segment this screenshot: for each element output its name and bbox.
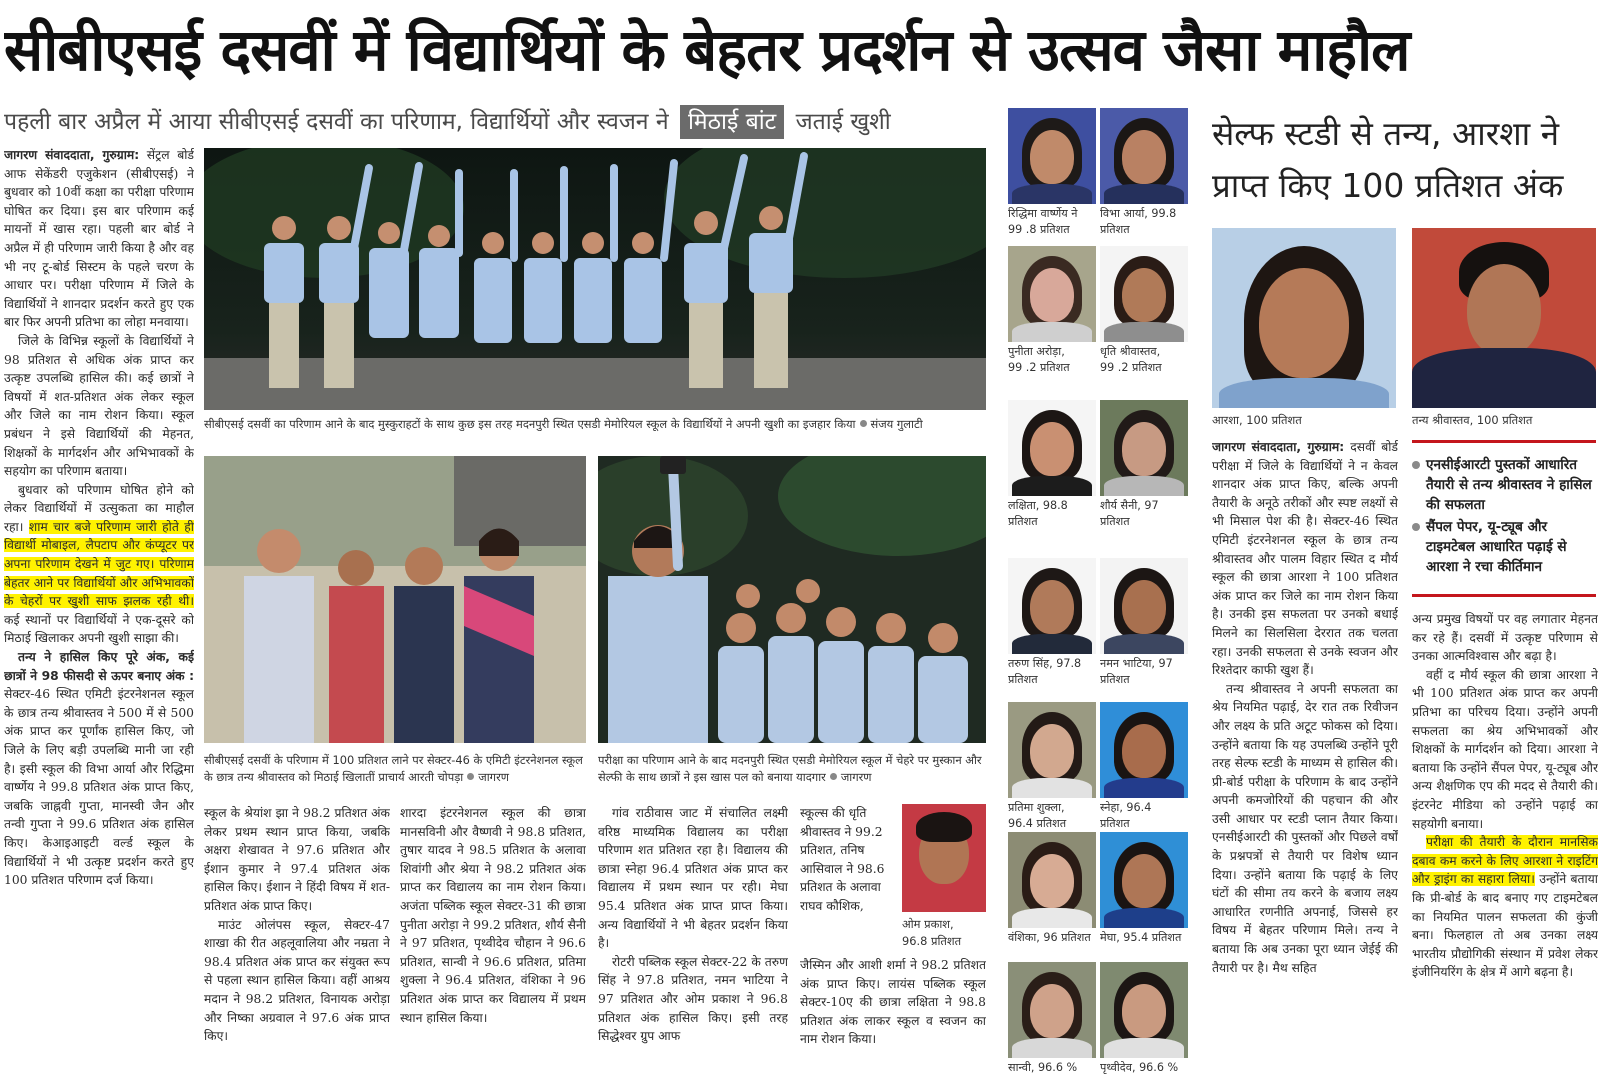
portrait-caption — [1008, 800, 1096, 832]
article-paragraph: स्कूल के श्रेयांश झा ने 98.2 प्रतिशत अंक लेकर प्रथम स्थान प्राप्त किया, जबकि अक्षरा शेखावत ने 97.6 प्रतिशत और ईशान कुमार ने 97.4 प्रतिशत अंक हासिल किए। ईशान ने हिंदी विषय में शत-प्रतिशत अंक प्राप्त किए। — [204, 806, 390, 913]
photo-aarsha — [1212, 228, 1396, 408]
portrait-photo — [1008, 400, 1096, 496]
key-point: सैंपल पेपर, यू-ट्यूब और टाइमटेबल आधारित पढ़ाई से आरशा ने रचा कीर्तिमान — [1412, 517, 1596, 577]
article-paragraph: रोटरी पब्लिक स्कूल सेक्टर-22 के तरुण सिंह ने 97.8 प्रतिशत, नमन भाटिया ने 97 प्रतिशत और ओम प्रकाश ने 96.8 प्रतिशत अंक हासिल किए। इसी तरह सिद्धेश्वर ग्रुप आफ — [598, 954, 788, 1044]
photo-principal-feeding-sweets — [204, 456, 586, 743]
shirt-shape — [1012, 1038, 1092, 1058]
shirt-shape — [1012, 778, 1092, 798]
article-paragraph — [4, 146, 194, 332]
portrait-score-line: प्रतिशत — [1100, 673, 1130, 686]
bullet-dot-icon — [830, 773, 837, 780]
shirt-shape — [1104, 476, 1184, 496]
portrait-caption — [1008, 656, 1096, 688]
paragraph-text: बुधवार को परिणाम घोषित होने को लेकर विद्यार्थियों में उत्सुकता का माहौल रहा। — [4, 482, 194, 534]
portrait-caption — [1100, 930, 1188, 946]
shirt-shape — [1104, 778, 1184, 798]
portrait-score-line: प्रतिशत — [1008, 673, 1038, 686]
portrait-photo — [1100, 400, 1188, 496]
principal-feeding-sweets-image — [204, 456, 586, 743]
article-paragraph: स्कूल्स की धृति श्रीवास्तव ने 99.2 प्रतिशत, तनिष आसिवाल ने 98.6 प्रतिशत के अलावा राघव कौशिक, — [800, 806, 885, 913]
portrait-caption — [1008, 206, 1096, 238]
article-paragraph: शारदा इंटरनेशनल स्कूल की छात्रा मानसविनी और वैष्णवी ने 98.8 प्रतिशत, तुषार यादव ने 98.5 प्रतिशत के अलावा शिवांगी और श्रेया ने 98.2 प्रतिशत अंक प्राप्त कर विद्यालय का नाम रोशन किया। अजंता पब्लिक स्कूल सेक्टर-31 की छात्रा पुनीता अरोड़ा ने 99.2 प्रतिशत, शौर्य सैनी ने 97 प्रतिशत, पृथ्वीदेव चौहान ने 96.6 प्रतिशत, सान्वी ने 96.6 प्रतिशत, प्रतिमा शुक्ला ने 96.4 प्रतिशत, वंशिका ने 96 प्रतिशत अंक प्राप्त कर विद्यालय में प्रथम स्थान हासिल किया। — [400, 806, 586, 1025]
paragraph-text: सेंट्रल बोर्ड आफ सेकेंडरी एजुकेशन (सीबीएसई) ने बुधवार को 10वीं कक्षा का परीक्षा परिणाम घोषित कर दिया। इस बार परिणाम कई मायनों में खास रहा। पहली बार बोर्ड ने अप्रैल में ही परिणाम जारी किया है और वह भी नए टू-बोर्ड सिस्टम के पहले चरण के आधार पर। परीक्षा परिणाम में जिले के विद्यार्थियों ने शानदार प्रदर्शन करते हुए एक बार फिर अपनी प्रतिभा का लोहा मनवाया। — [4, 148, 194, 330]
portrait-om-prakash — [902, 804, 986, 912]
topper-portrait — [1008, 558, 1096, 688]
face-shape — [1030, 268, 1074, 322]
portrait-photo — [1008, 246, 1096, 342]
article-column-3 — [400, 804, 586, 1084]
portrait-name-score: पृथ्वीदेव, 96.6 % — [1100, 1061, 1179, 1074]
face-shape — [1030, 984, 1074, 1038]
article-column-4 — [598, 804, 788, 1084]
red-divider-top — [1412, 440, 1596, 443]
portrait-score-line: प्रतिशत — [1008, 515, 1038, 528]
face-shape — [1122, 268, 1166, 322]
paragraph-text: दसवीं बोर्ड परीक्षा में जिले के विद्यार्थियों ने न केवल शानदार अंक प्राप्त किए, बल्कि अपनी तैयारी के अनूठे तरीकों और स्पष्ट लक्ष्यों से भी मिसाल पेश की है। सेक्टर-46 स्थित एमिटी इंटरनेशनल स्कूल के छात्र तन्य श्रीवास्तव और पालम विहार स्थित द मौर्य स्कूल की छात्रा आरशा ने 100 प्रतिशत अंक प्राप्त कर जिले का नाम रोशन किया है। उनकी इस सफलता पर उनको बधाई मिलने का सिलसिला देररात तक चलता रहा। उनकी सफलता से उनके स्वजन और रिश्तेदार काफी खुश हैं। — [1212, 440, 1398, 678]
portrait-caption — [1100, 344, 1188, 376]
portrait-name-score: मेघा, 95.4 प्रतिशत — [1100, 931, 1182, 944]
portrait-photo — [1100, 558, 1188, 654]
shirt-shape — [1012, 634, 1092, 654]
portrait-photo — [1100, 702, 1188, 798]
subhead-highlight-chip: मिठाई बांट — [680, 105, 784, 139]
face-shape — [1122, 580, 1166, 634]
highlighted-text: परीक्षा की तैयारी के दौरान मानसिक दबाव कम करने के लिए आरशा ने राइटिंग और ड्राइंग का सहारा लिया। — [1412, 835, 1598, 887]
topper-portrait — [1100, 832, 1188, 946]
portrait-photo — [1100, 832, 1188, 928]
main-photo-students-celebrating — [204, 148, 986, 410]
portrait-caption — [1100, 206, 1188, 238]
portrait-name-score: रिद्धिमा वार्ष्णेय ने — [1008, 207, 1078, 220]
topper-portrait — [1008, 108, 1096, 238]
portrait-photo — [1008, 558, 1096, 654]
portrait-caption — [1100, 656, 1188, 688]
side-story-title: सेल्फ स्टडी से तन्य, आरशा ने प्राप्त किए 100 प्रतिशत अंक — [1212, 114, 1564, 205]
topper-portrait — [1008, 962, 1096, 1076]
photo-students-selfie — [598, 456, 986, 743]
portrait-photo — [1100, 962, 1188, 1058]
article-paragraph: माउंट ओलंपस स्कूल, सेक्टर-47 शाखा की रीत अहलूवालिया और नम्रता ने 98.4 प्रतिशत अंक प्राप्त कर संयुक्त रूप से पहला स्थान हासिल किया। वहीं आश्रय मदान ने 98.2 प्रतिशत, विनायक अरोड़ा और निष्का अग्रवाल ने 97.6 अंक प्राप्त किए। — [204, 917, 390, 1044]
subhead-text-end: जताई खुशी — [795, 109, 891, 135]
portrait-score-line: प्रतिशत — [1100, 515, 1130, 528]
article-column-1 — [4, 146, 194, 1086]
portrait-name-score: प्रतिमा शुक्ला, — [1008, 801, 1065, 814]
portrait-name-score: वंशिका, 96 प्रतिशत — [1008, 931, 1091, 944]
shirt-shape — [1012, 184, 1092, 204]
face-shape — [1030, 854, 1074, 908]
topper-portrait — [1100, 962, 1188, 1076]
shirt-shape — [1219, 378, 1389, 408]
portrait-name: ओम प्रकाश, — [902, 917, 954, 931]
portrait-score-line: 99 .8 प्रतिशत — [1008, 223, 1070, 236]
paragraph-text: उन्होंने बताया कि प्री-बोर्ड के बाद बनाए गए टाइमटेबल का नियमित पालन सफलता की कुंजी बना। फिलहाल तो अब उनका लक्ष्य भारतीय प्रौद्योगिकी संस्थान में प्रवेश लेकर इंजीनियरिंग के क्षेत्र में आगे बढ़ना है। — [1412, 872, 1598, 980]
subheadline — [4, 104, 984, 140]
article-paragraph: गांव राठीवास जाट में संचालित लक्ष्मी वरिष्ठ माध्यमिक विद्यालय का परीक्षा परिणाम शत प्रतिशत रहा है। विद्यालय की छात्रा स्नेहा 96.4 प्रतिशत अंक प्राप्त कर विद्यालय में प्रथम स्थान पर रही। मेघा 95.4 प्रतिशत अंक प्राप्त प्राप्त किया। अन्य विद्यार्थियों ने भी बेहतर प्रदर्शन किया है। — [598, 806, 788, 951]
tanya-caption: तन्य श्रीवास्तव, 100 प्रतिशत — [1412, 413, 1533, 427]
shirt-shape — [1012, 908, 1092, 928]
portrait-name-score: तरुण सिंह, 97.8 — [1008, 657, 1082, 670]
shirt-shape — [1104, 634, 1184, 654]
face-shape — [1030, 130, 1074, 184]
portrait-name-score: स्नेहा, 96.4 — [1100, 801, 1152, 814]
paragraph-text: कई स्थानों पर विद्यार्थियों ने एक-दूसरे को मिठाई खिलाकर अपनी खुशी साझा की। — [4, 612, 194, 646]
byline: जागरण संवाददाता, गुरुग्राम: — [4, 148, 140, 162]
face-shape — [1030, 724, 1074, 778]
portrait-score-line: प्रतिशत — [1100, 817, 1130, 830]
portrait-name-score: विभा आर्या, 99.8 — [1100, 207, 1177, 220]
portrait-caption — [1100, 800, 1188, 832]
topper-portrait — [1008, 400, 1096, 530]
students-celebration-image — [204, 148, 986, 410]
page-headline: सीबीएसई दसवीं में विद्यार्थियों के बेहतर प्रदर्शन से उत्सव जैसा माहौल — [4, 16, 1410, 84]
portrait-photo — [1008, 108, 1096, 204]
portrait-name-score: सान्वी, 96.6 % — [1008, 1061, 1078, 1074]
left-photo-caption — [204, 752, 588, 788]
portrait-photo — [1100, 108, 1188, 204]
shirt-shape — [1412, 348, 1596, 408]
shirt-shape — [1012, 476, 1092, 496]
article-column-2 — [204, 804, 390, 1084]
portrait-score: 96.8 प्रतिशत — [902, 934, 962, 948]
portrait-photo — [1100, 246, 1188, 342]
shirt-shape — [1104, 184, 1184, 204]
topper-portrait-grid — [1008, 108, 1186, 1083]
bullet-dot-icon — [860, 420, 867, 427]
byline: जागरण संवाददाता, गुरुग्राम: — [1212, 440, 1345, 454]
portrait-caption — [1100, 498, 1188, 530]
portrait-name-score: पुनीता अरोड़ा, — [1008, 345, 1065, 358]
right-photo-caption — [598, 752, 986, 788]
caption-text: सीबीएसई दसवीं के परिणाम में 100 प्रतिशत लाने पर सेक्टर-46 के एमिटी इंटरनेशनल स्कूल के छात्र तन्य श्रीवास्तव को मिठाई खिलातीं प्राचार्य आरती चोपड़ा — [204, 753, 583, 784]
portrait-photo — [1008, 832, 1096, 928]
portrait-caption — [1100, 1060, 1188, 1076]
article-paragraph: जिले के विभिन्न स्कूलों के विद्यार्थियों ने 98 प्रतिशत से अधिक अंक प्राप्त कर उत्कृष्ट उपलब्धि हासिल की। कई छात्रों ने विषयों में शत-प्रतिशत अंक लेकर स्कूल और जिले का नाम रोशन किया। स्कूल प्रबंधन ने इसे विद्यार्थियों की मेहनत, शिक्षकों के मार्गदर्शन और अभिभावकों के सहयोग का परिणाम बताया। — [4, 333, 194, 479]
article-paragraph: जैस्मिन और आशी शर्मा ने 98.2 प्रतिशत अंक प्राप्त किए। लायंस पब्लिक स्कूल सेक्टर-10ए की छात्रा लक्षिता ने 98.8 प्रतिशत अंक लाकर स्कूल व स्वजन का नाम रोशन किया। — [800, 958, 986, 1047]
photo-credit: संजय गुलाटी — [870, 417, 923, 431]
caption-text: सीबीएसई दसवीं का परिणाम आने के बाद मुस्कुराहटों के साथ कुछ इस तरह मदनपुरी स्थित एसडी मेमोरियल स्कूल के विद्यार्थियों ने अपनी खुशी का इजहार किया — [204, 417, 856, 431]
face-shape — [1030, 422, 1074, 476]
hair-shape — [916, 812, 972, 842]
article-paragraph — [4, 481, 194, 648]
shirt-shape — [1012, 322, 1092, 342]
face-shape — [1122, 854, 1166, 908]
face-shape — [1122, 984, 1166, 1038]
portrait-score-line: 99 .2 प्रतिशत — [1100, 361, 1162, 374]
photo-credit: जागरण — [478, 770, 509, 784]
face-shape — [1122, 422, 1166, 476]
shirt-shape — [1104, 908, 1184, 928]
portrait-caption — [1008, 498, 1096, 530]
portrait-name-score: शौर्य सैनी, 97 — [1100, 499, 1159, 512]
article-paragraph — [4, 648, 194, 890]
highlighted-text: शाम चार बजे परिणाम जारी होते ही विद्यार्थी मोबाइल, लैपटाप और कंप्यूटर पर अपना परिणाम देखने में जुट गए। परिणाम बेहतर आने पर विद्यार्थियों और अभिभावकों के चेहरों पर खुशी साफ झलक रही थी। — [4, 519, 194, 609]
subhead-text: पहली बार अप्रैल में आया सीबीएसई दसवीं का परिणाम, विद्यार्थियों और स्वजन ने — [4, 109, 669, 135]
face-shape — [1259, 268, 1349, 378]
om-prakash-caption — [902, 916, 992, 952]
key-point: एनसीईआरटी पुस्तकों आधारित तैयारी से तन्य श्रीवास्तव ने हासिल की सफलता — [1412, 455, 1596, 515]
portrait-photo — [1008, 962, 1096, 1058]
article-paragraph: तन्य श्रीवास्तव ने अपनी सफलता का श्रेय नियमित पढ़ाई, देर रात तक रिवीजन और लक्ष्य के प्रति अटूट फोकस को दिया। उन्होंने बताया कि यह उपलब्धि उन्होंने पूरी तरह सेल्फ स्टडी के माध्यम से हासिल की। प्री-बोर्ड परीक्षा के परिणाम के बाद उन्होंने अपनी कमजोरियों की पहचान की और उसी आधार पर स्टडी प्लान तैयार किया। एनसीईआरटी की पुस्तकों और पिछले वर्षों के प्रश्नपत्रों से तैयारी पर विशेष ध्यान दिया। उन्होंने बताया कि पढ़ाई के लिए घंटों की सीमा तय करने के बजाय लक्ष्य आधारित रणनीति अपनाई, जिससे हर विषय में बेहतर परिणाम मिले। तन्य ने बताया कि अब उनका पूरा ध्यान जेईई की तैयारी पर है। मैथ सहित — [1212, 681, 1398, 975]
face-shape — [1030, 580, 1074, 634]
portrait-photo — [1008, 702, 1096, 798]
article-paragraph: वहीं द मौर्य स्कूल की छात्रा आरशा ने भी 100 प्रतिशत अंक प्राप्त कर अपनी प्रतिभा का परिचय दिया। उन्होंने अपनी सफलता का श्रेय अभिभावकों और शिक्षकों के मार्गदर्शन को दिया। आरशा ने बताया कि उन्होंने सैंपल पेपर, यू-ट्यूब और अन्य शैक्षणिक एप की मदद से तैयारी की। इंटरनेट मीडिया को उन्होंने पढ़ाई का सहयोगी बनाया। — [1412, 667, 1598, 831]
face-shape — [1467, 264, 1541, 356]
aarsha-caption: आरशा, 100 प्रतिशत — [1212, 413, 1302, 427]
portrait-name-score: धृति श्रीवास्तव, — [1100, 345, 1161, 358]
section-subhead: तन्य ने हासिल किए पूरे अंक, कई छात्रों ने 98 फीसदी से ऊपर बनाए अंक : — [4, 650, 194, 683]
topper-portrait — [1100, 108, 1188, 238]
article-paragraph — [1212, 438, 1398, 680]
portrait-caption — [1008, 930, 1096, 946]
photo-tanya-srivastava — [1412, 228, 1596, 408]
topper-portrait — [1100, 400, 1188, 530]
shirt-shape — [1104, 1038, 1184, 1058]
red-divider-bottom — [1412, 594, 1596, 597]
bullet-dot-icon — [467, 773, 474, 780]
shirt-shape — [1104, 322, 1184, 342]
topper-portrait — [1100, 558, 1188, 688]
main-photo-caption — [204, 416, 986, 436]
students-selfie-image — [598, 456, 986, 743]
face-shape — [1122, 724, 1166, 778]
side-story-column-2 — [1412, 610, 1598, 1086]
photo-credit: जागरण — [840, 770, 872, 784]
portrait-name-score: नमन भाटिया, 97 — [1100, 657, 1173, 670]
article-paragraph: अन्य प्रमुख विषयों पर वह लगातार मेहनत कर रहे हैं। दसवीं में उत्कृष्ट परिणाम से उनका आत्मविश्वास और बढ़ा है। — [1412, 612, 1598, 664]
topper-portrait — [1008, 702, 1096, 832]
article-column-5-bottom — [800, 956, 986, 1086]
paragraph-text: सेक्टर-46 स्थित एमिटी इंटरनेशनल स्कूल के छात्र तन्य श्रीवास्तव ने 500 में से 500 अंक प्राप्त कर पूर्णांक हासिल किए, जो जिले के लिए बड़ी उपलब्धि मानी जा रही है। इसी स्कूल की विभा आर्या और रिद्धिमा वार्ष्णेय ने 99.8 प्रतिशत अंक प्राप्त किए, जबकि जाह्नवी गुप्ता, मानस्वी जैन और तन्वी गुप्ता ने 99.6 प्रतिशत अंक हासिल किए। केआइआइटी वर्ल्ड स्कूल के विद्यार्थियों ने भी उत्कृष्ट प्रदर्शन करते हुए 100 प्रतिशत परिणाम दर्ज किया। — [4, 687, 194, 888]
face-shape — [1122, 130, 1166, 184]
side-story-column-1 — [1212, 438, 1398, 1086]
topper-portrait — [1008, 832, 1096, 946]
portrait-score-line: 96.4 प्रतिशत — [1008, 817, 1067, 830]
topper-portrait — [1100, 702, 1188, 832]
portrait-caption — [1008, 344, 1096, 376]
portrait-caption — [1008, 1060, 1096, 1076]
topper-portrait — [1100, 246, 1188, 376]
portrait-score-line: प्रतिशत — [1100, 223, 1130, 236]
key-points-list — [1412, 455, 1596, 579]
article-paragraph — [1412, 833, 1598, 982]
portrait-name-score: लक्षिता, 98.8 — [1008, 499, 1068, 512]
topper-portrait — [1008, 246, 1096, 376]
article-column-5-top — [800, 804, 892, 952]
portrait-score-line: 99 .2 प्रतिशत — [1008, 361, 1070, 374]
caption-text: परीक्षा का परिणाम आने के बाद मदनपुरी स्थित एसडी मेमोरियल स्कूल में चेहरे पर मुस्कान और सेल्फी के साथ छात्रों ने इस खास पल को बनाया यादगार — [598, 753, 982, 784]
